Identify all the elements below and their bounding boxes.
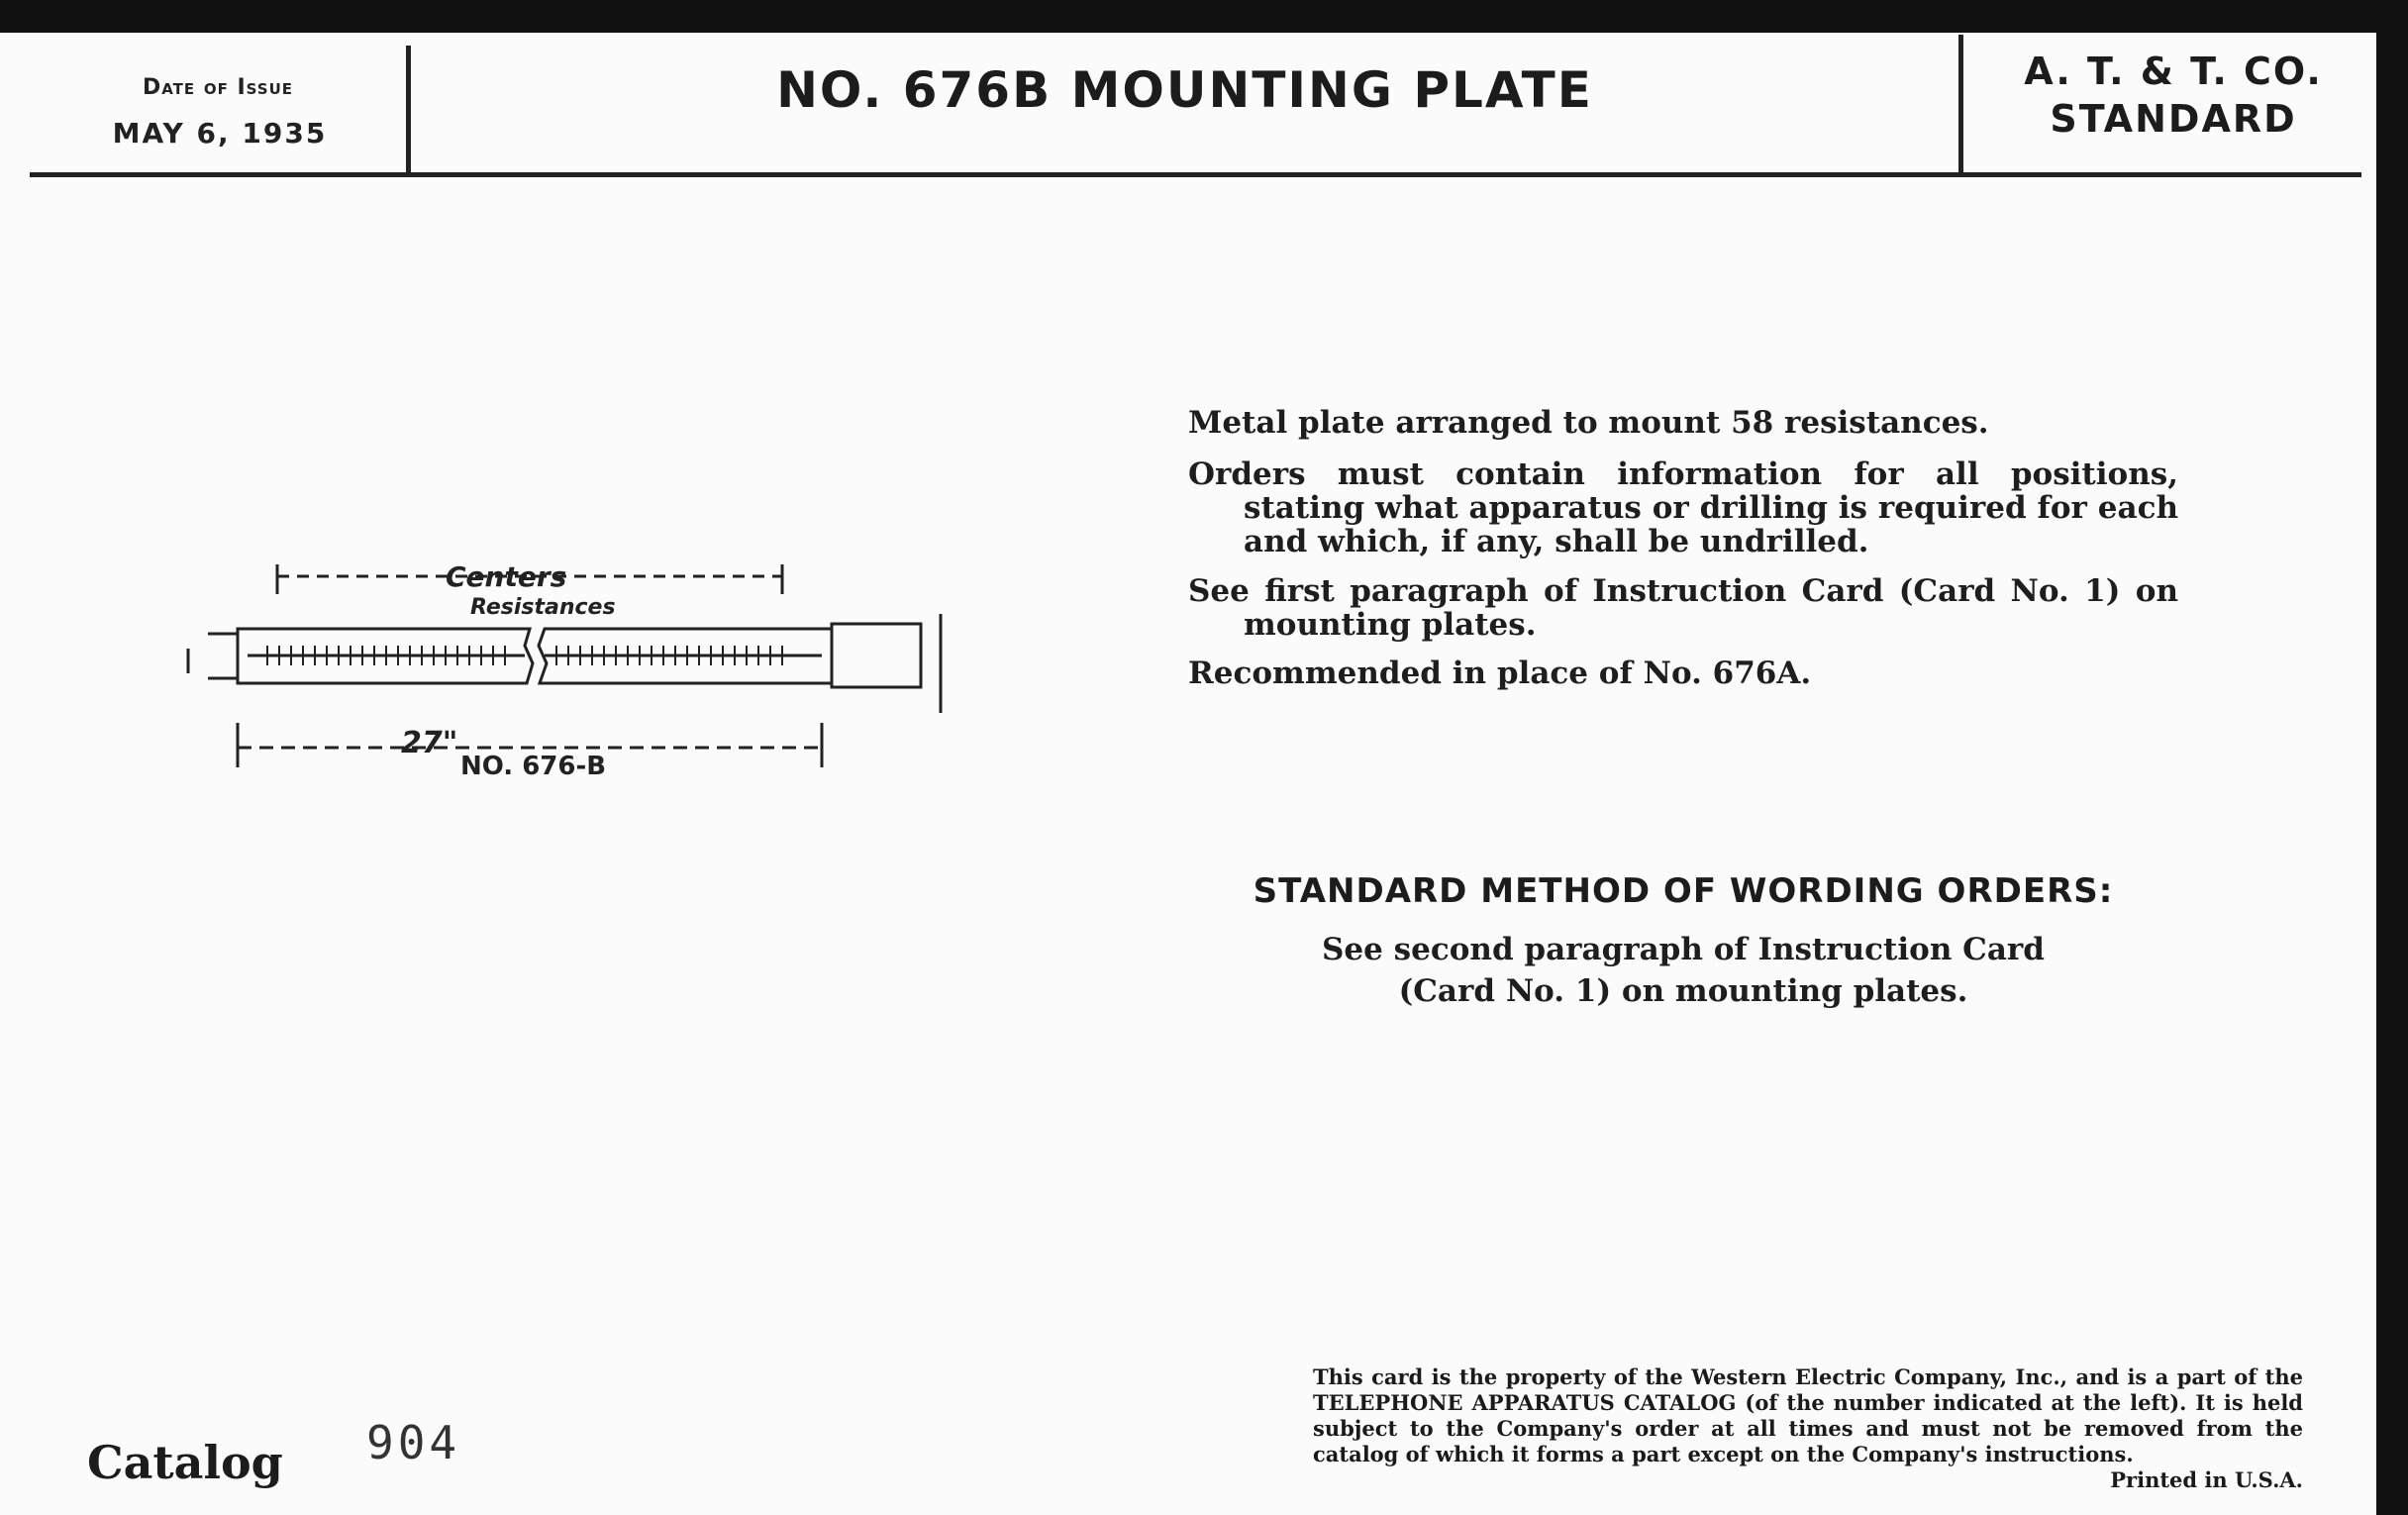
catalog-number: 904	[366, 1416, 461, 1469]
header-divider-right	[1958, 35, 1963, 172]
description-paragraph-4: Recommended in place of No. 676A.	[1188, 656, 1812, 691]
header-rule	[30, 172, 2361, 177]
property-notice-text: This card is the property of the Western Electric Company, Inc., and is a part of the TELEPHONE APPARATUS CATALOG (of the number indicated at the left). It is held subject to the Company's order at all times and must not be removed from the catalog of which it forms a part except on the Company's instructions.	[1313, 1364, 2303, 1466]
scan-top-border	[0, 0, 2408, 33]
centers-label: Centers	[446, 560, 567, 593]
date-of-issue-label: Date of Issue	[142, 75, 294, 100]
description-paragraph-3: See first paragraph of Instruction Card (Card No. 1) on mounting plates.	[1188, 573, 2178, 643]
date-of-issue: MAY 6, 1935	[112, 117, 328, 150]
standard-org: A. T. & T. CO.	[2024, 50, 2323, 93]
description-paragraph-2: Orders must contain information for all positions, stating what apparatus or drilling is required for each and which, if any, shall be undrilled.	[1188, 456, 2178, 559]
length-label: 27"	[401, 726, 458, 760]
standard-label: STANDARD	[2050, 97, 2297, 141]
method-line-2: (Card No. 1) on mounting plates.	[1398, 973, 1968, 1009]
scan-right-border	[2376, 0, 2408, 1515]
method-text	[1238, 929, 2129, 1012]
printed-in-label: Printed in U.S.A.	[2110, 1467, 2303, 1492]
mounting-plate-drawing	[149, 555, 1040, 792]
part-label: NO. 676-B	[460, 752, 607, 781]
property-notice	[1313, 1364, 2303, 1493]
method-heading: STANDARD METHOD OF WORDING ORDERS:	[1253, 871, 2114, 911]
page-title: NO. 676B MOUNTING PLATE	[776, 61, 1593, 119]
catalog-label: Catalog	[87, 1436, 283, 1489]
resistances-label: Resistances	[470, 595, 616, 620]
description-paragraph-1: Metal plate arranged to mount 58 resistances.	[1188, 405, 1989, 441]
method-line-1: See second paragraph of Instruction Card	[1322, 932, 2045, 967]
